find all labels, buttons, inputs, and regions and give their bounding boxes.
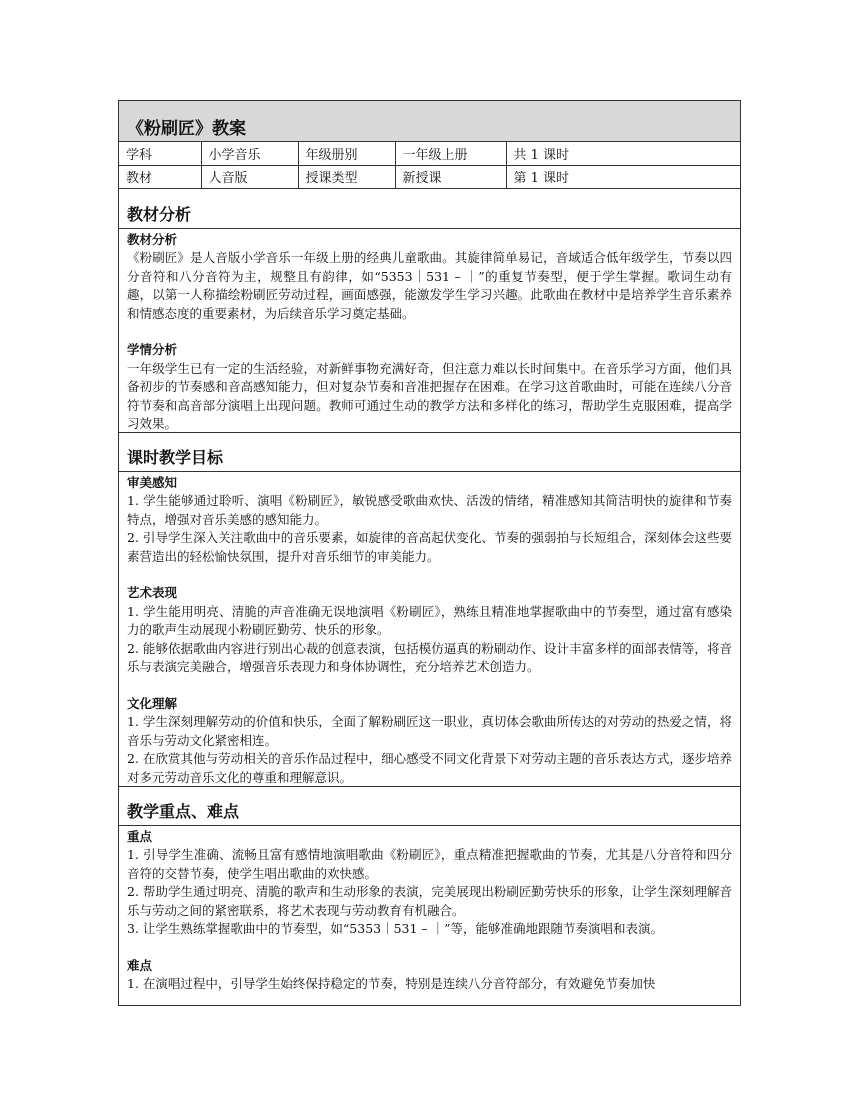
subheading-hard: 难点 bbox=[127, 957, 153, 973]
section-body-keypoints bbox=[119, 826, 740, 996]
subheading-culture: 文化理解 bbox=[127, 695, 178, 711]
paragraph-art-2: 2. 能够依据歌曲内容进行别出心裁的创意表演，包括模仿逼真的粉刷动作、设计丰富多样的面部表情等，将音乐与表演完美融合，增强音乐表现力和身体协调性，充分培养艺术创造力。 bbox=[127, 640, 732, 674]
paragraph-key-2: 2. 帮助学生通过明亮、清脆的歌声和生动形象的表演，完美展现出粉刷匠勤劳快乐的形象，让学生深刻理解音乐与劳动之间的紧密联系，将艺术表现与劳动教育有机融合。 bbox=[127, 884, 732, 918]
paragraph-student: 一年级学生已有一定的生活经验，对新鲜事物充满好奇，但注意力难以长时间集中。在音乐学习方面，他们具备初步的节奏感和音高感知能力，但对复杂节奏和音准把握存在困难。在学习这首歌曲时，可能在连续八分音符节奏和高音部分演唱上出现问题。教师可通过生动的教学方法和多样化的练习，帮助学生克服困难，提高学习效果。 bbox=[127, 360, 732, 431]
section-heading-text: 教材分析 bbox=[127, 204, 192, 224]
section-heading-keypoints bbox=[119, 786, 740, 826]
document-title-row bbox=[119, 101, 740, 142]
meta-row bbox=[119, 142, 740, 165]
paragraph-key-1: 1. 引导学生准确、流畅且富有感情地演唱歌曲《粉刷匠》，重点精准把握歌曲的节奏，尤其是八分音符和四分音符的交替节奏，使学生唱出歌曲的欢快感。 bbox=[127, 847, 732, 881]
meta-row bbox=[119, 165, 740, 188]
section-heading-goals bbox=[119, 432, 740, 472]
paragraph-key-3: 3. 让学生熟练掌握歌曲中的节奏型，如“5353｜531 – ｜”等，能够准确地跟随节奏演唱和表演。 bbox=[127, 921, 664, 936]
meta-cell: 小学音乐 bbox=[201, 142, 298, 165]
paragraph-hard-1: 1. 在演唱过程中，引导学生始终保持稳定的节奏，特别是连续八分音符部分，有效避免节奏加快 bbox=[127, 976, 656, 991]
meta-cell: 第 1 课时 bbox=[506, 165, 740, 188]
paragraph-material: 《粉刷匠》是人音版小学音乐一年级上册的经典儿童歌曲。其旋律简单易记，音域适合低年级学生，节奏以四分音符和八分音符为主，规整且有韵律，如“5353｜531 – ｜”的重复节奏型，便于学生掌握。歌词生动有趣，以第一人称描绘粉刷匠劳动过程，画面感强，能激发学生学习兴趣。此歌曲在教材中是培养学生音乐素养和情感态度的重要素材，为后续音乐学习奠定基础。 bbox=[127, 250, 732, 321]
section-body-goals bbox=[119, 472, 740, 786]
subheading-art: 艺术表现 bbox=[127, 585, 178, 600]
subheading-key: 重点 bbox=[127, 828, 153, 844]
paragraph-aesthetic-1: 1. 学生能够通过聆听、演唱《粉刷匠》，敏锐感受歌曲欢快、活泼的情绪，精准感知其简洁明快的旋律和节奏特点，增强对音乐美感的感知能力。 bbox=[127, 493, 732, 527]
document-title: 《粉刷匠》教案 bbox=[127, 119, 246, 139]
meta-cell: 教材 bbox=[119, 165, 201, 188]
section-heading-analysis bbox=[119, 189, 740, 229]
section-body-analysis bbox=[119, 229, 740, 432]
meta-cell: 共 1 课时 bbox=[506, 142, 740, 165]
paragraph-aesthetic-2: 2. 引导学生深入关注歌曲中的音乐要素，如旋律的音高起伏变化、节奏的强弱拍与长短组合，深刻体会这些要素营造出的轻松愉快氛围，提升对音乐细节的审美能力。 bbox=[127, 530, 732, 564]
meta-cell: 学科 bbox=[119, 142, 201, 165]
subheading-student: 学情分析 bbox=[127, 342, 178, 357]
section-heading-text: 教学重点、难点 bbox=[127, 801, 240, 821]
lesson-plan-document bbox=[118, 100, 741, 1006]
subheading-material: 教材分析 bbox=[127, 231, 178, 247]
paragraph-culture-2: 2. 在欣赏其他与劳动相关的音乐作品过程中，细心感受不同文化背景下对劳动主题的音乐表达方式，逐步培养对多元劳动音乐文化的尊重和理解意识。 bbox=[127, 751, 732, 785]
meta-cell: 人音版 bbox=[201, 165, 298, 188]
meta-cell: 年级册别 bbox=[298, 142, 395, 165]
paragraph-culture-1: 1. 学生深刻理解劳动的价值和快乐，全面了解粉刷匠这一职业，真切体会歌曲所传达的对劳动的热爱之情，将音乐与劳动文化紧密相连。 bbox=[127, 714, 732, 748]
meta-table bbox=[119, 142, 740, 189]
meta-cell: 新授课 bbox=[395, 165, 506, 188]
section-heading-text: 课时教学目标 bbox=[127, 447, 224, 467]
paragraph-art-1: 1. 学生能用明亮、清脆的声音准确无误地演唱《粉刷匠》，熟练且精准地掌握歌曲中的节奏型，通过富有感染力的歌声生动展现小粉刷匠勤劳、快乐的形象。 bbox=[127, 603, 732, 637]
meta-cell: 授课类型 bbox=[298, 165, 395, 188]
subheading-aesthetic: 审美感知 bbox=[127, 474, 178, 490]
meta-cell: 一年级上册 bbox=[395, 142, 506, 165]
